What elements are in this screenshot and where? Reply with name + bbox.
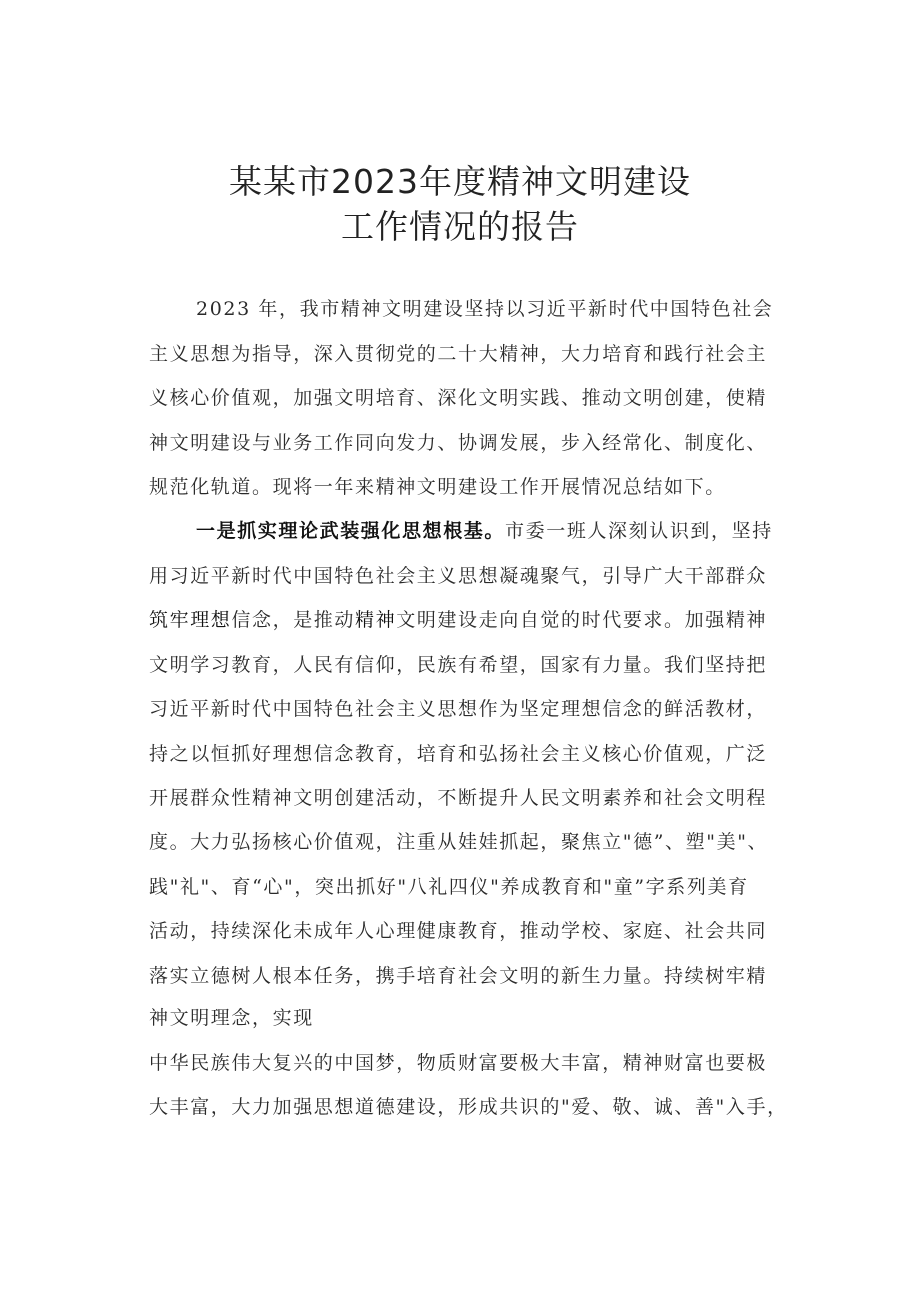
paragraph-1-line-4: 神文明建设与业务工作同向发力、协调发展，步入经常化、制度化、 (149, 432, 768, 454)
paragraph-2-line-10: 活动，持续深化未成年人心理健康教育，推动学校、家庭、社会共同 (149, 920, 768, 942)
paragraph-2-line-1 (196, 516, 809, 546)
paragraph-2-first-rest: 市委一班人深刻认识到，坚持 (505, 520, 773, 542)
paragraph-2-line-2: 用习近平新时代中国特色社会主义思想凝魂聚气，引导广大干部群众 (149, 565, 768, 587)
paragraph-1-line-5: 规范化轨道。现将一年来精神文明建设工作开展情况总结如下。 (149, 476, 726, 498)
paragraph-3-line-2: 大丰富，大力加强思想道德建设，形成共识的"爱、敬、诚、善"入手， (149, 1096, 788, 1118)
paragraph-2-line-6: 持之以恒抓好理想信念教育，培育和弘扬社会主义核心价值观，广泛 (149, 743, 768, 765)
paragraph-2-line-4: 文明学习教育，人民有信仰，民族有希望，国家有力量。我们坚持把 (149, 654, 768, 676)
paragraph-2-phrase-b: 信念，是推动 (231, 609, 356, 631)
paragraph-1-line-3: 义核心价值观，加强文明培育、深化文明实践、推动文明创建，使精 (149, 387, 768, 409)
paragraph-2-line-9: 践"礼"、育“心"，突出抓好"八礼四仪"养成教育和"童”字系列美育 (149, 876, 749, 898)
document-title-line-1: 某某市2023年度精神文明建设 (229, 162, 691, 201)
paragraph-2-line-5: 习近平新时代中国特色社会主义思想作为坚定理想信念的鲜活教材， (149, 698, 768, 720)
paragraph-1-line-1: 2023 年，我市精神文明建设坚持以习近平新时代中国特色社会 (196, 298, 774, 320)
paragraph-2-line-8: 度。大力弘扬核心价值观，注重从娃娃抓起，聚焦立"德”、塑"美"、 (149, 831, 769, 853)
paragraph-2-line-12: 神文明理念，实现 (149, 1007, 314, 1029)
document-title-line-2: 工作情况的报告 (341, 207, 579, 246)
paragraph-2-phrase-a: 筑牢理想 (149, 609, 232, 631)
paragraph-2-line-11: 落实立德树人根本任务，携手培育社会文明的新生力量。持续树牢精 (149, 965, 768, 987)
paragraph-2-phrase-d: 文明建设走向自觉的时代要求。加强精神 (396, 609, 768, 631)
paragraph-1-line-2: 主义思想为指导，深入贯彻党的二十大精神，大力培育和践行社会主 (149, 343, 768, 365)
paragraph-2-heading: 一是抓实理论武装强化思想根基。 (196, 520, 506, 542)
paragraph-3-line-1: 中华民族伟大复兴的中国梦，物质财富要极大丰富，精神财富也要极 (149, 1052, 768, 1074)
paragraph-2-line-3 (149, 605, 809, 635)
paragraph-2-phrase-c: 精神 (355, 609, 397, 631)
paragraph-2-line-7: 开展群众性精神文明创建活动，不断提升人民文明素养和社会文明程 (149, 787, 768, 809)
